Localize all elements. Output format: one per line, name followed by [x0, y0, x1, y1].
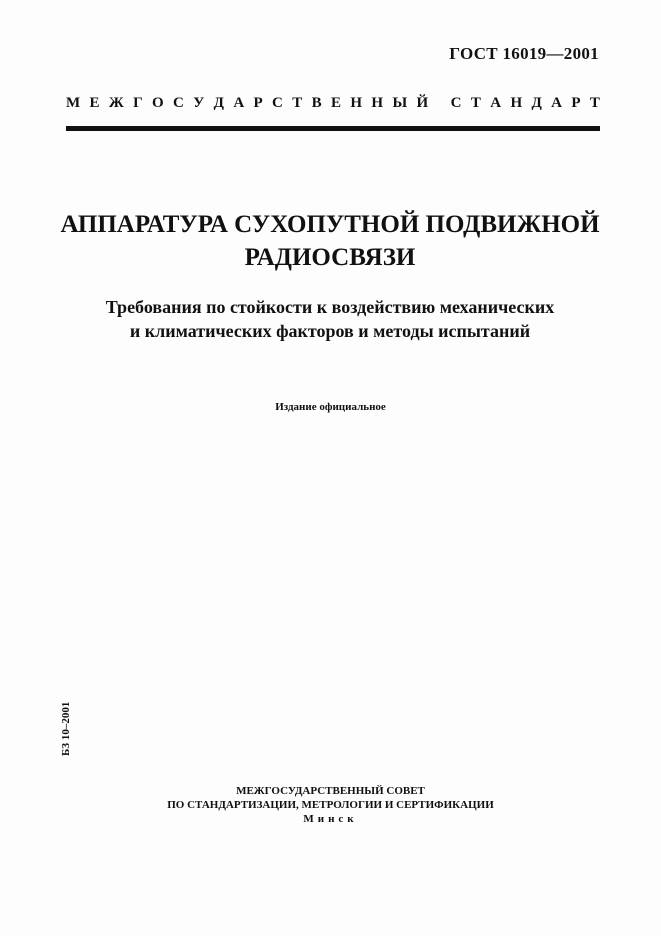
interstate-letter: Т — [589, 95, 600, 111]
interstate-letter: В — [311, 95, 322, 111]
interstate-letter: М — [66, 95, 81, 111]
header-rule — [66, 126, 600, 131]
document-subtitle — [40, 295, 620, 343]
interstate-letter: С — [272, 95, 283, 111]
publisher-block — [0, 784, 661, 826]
side-code: БЗ 10–2001 — [60, 701, 72, 756]
interstate-letter: Н — [350, 95, 363, 111]
publisher-line-2: ПО СТАНДАРТИЗАЦИИ, МЕТРОЛОГИИ И СЕРТИФИКАЦИИ — [167, 799, 494, 811]
interstate-letter: Н — [371, 95, 384, 111]
standard-number: ГОСТ 16019—2001 — [449, 44, 599, 63]
interstate-letter: Д — [213, 95, 224, 111]
interstate-letter: Р — [571, 95, 581, 111]
title-line-2: РАДИОСВЯЗИ — [244, 244, 416, 271]
interstate-letter: С — [450, 95, 462, 111]
subtitle-line-2: и климатических факторов и методы испытаний — [129, 321, 531, 341]
interstate-letter: С — [173, 95, 184, 111]
interstate-letter: Г — [133, 95, 143, 111]
interstate-letter: О — [152, 95, 164, 111]
interstate-letter: У — [193, 95, 205, 111]
interstate-letter: Н — [510, 95, 523, 111]
interstate-letter: Е — [89, 95, 100, 111]
interstate-letter: Й — [416, 95, 429, 111]
publisher-line-1: МЕЖГОСУДАРСТВЕННЫЙ СОВЕТ — [236, 785, 425, 797]
document-title — [40, 208, 620, 274]
interstate-letter: Ж — [108, 95, 124, 111]
interstate-letter: А — [233, 95, 245, 111]
interstate-letter: А — [490, 95, 502, 111]
subtitle-line-1: Требования по стойкости к воздействию механических — [105, 297, 555, 317]
title-line-1: АППАРАТУРА СУХОПУТНОЙ ПОДВИЖНОЙ — [60, 211, 600, 238]
interstate-letter: Е — [331, 95, 342, 111]
edition-note: Издание официальное — [275, 401, 386, 413]
interstate-letter — [438, 95, 442, 112]
interstate-letter: Ы — [392, 95, 408, 111]
interstate-letter: Т — [470, 95, 481, 111]
interstate-letter: Д — [531, 95, 542, 111]
interstate-letter: Т — [292, 95, 303, 111]
interstate-letter: А — [551, 95, 563, 111]
interstate-standard-heading — [66, 95, 600, 112]
publisher-city: Минск — [303, 813, 358, 825]
interstate-letter: Р — [253, 95, 263, 111]
